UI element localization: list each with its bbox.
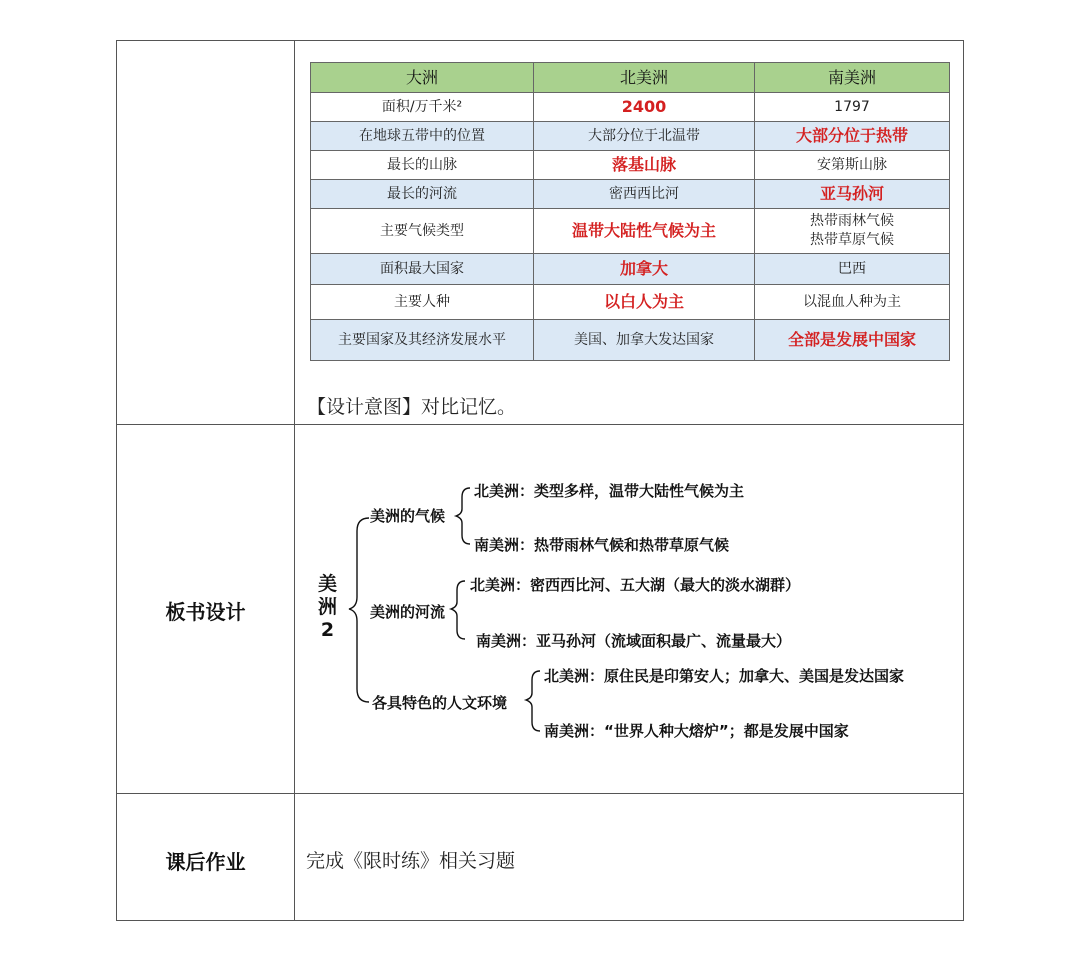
north-value: 2400 (533, 93, 754, 121)
lesson-plan-table (116, 40, 964, 921)
row-divider (117, 793, 963, 794)
row-label: 面积最大国家 (380, 260, 464, 277)
header-continent: 大洲 (405, 67, 438, 87)
table-row (311, 253, 949, 284)
header-north-america: 北美洲 (533, 63, 754, 92)
row-label: 最长的山脉 (387, 156, 457, 173)
branch-item: 北美洲：密西西比河、五大湖（最大的淡水湖群） (470, 576, 801, 594)
north-value: 密西西比河 (533, 180, 754, 208)
row-label: 最长的河流 (387, 185, 457, 202)
table-row (311, 179, 949, 208)
branch-item: 南美洲：“世界人种大熔炉”；都是发展中国家 (544, 722, 849, 740)
row-label: 面积/万千米² (381, 98, 463, 115)
north-value: 大部分位于北温带 (533, 122, 754, 150)
row-label: 在地球五带中的位置 (359, 127, 485, 144)
north-value: 落基山脉 (533, 151, 754, 179)
board-root-line: 2 (320, 619, 335, 641)
table-row (311, 121, 949, 150)
homework-content: 完成《限时练》相关习题 (306, 850, 516, 872)
column-divider (294, 41, 295, 920)
south-value: 巴西 (754, 254, 949, 284)
row-divider (117, 424, 963, 425)
table-row (311, 208, 949, 253)
south-value: 以混血人种为主 (754, 285, 949, 319)
branch-item: 南美洲：热带雨林气候和热带草原气候 (474, 536, 730, 554)
south-value (754, 209, 949, 253)
table-row (311, 284, 949, 319)
table-row (311, 92, 949, 121)
south-value-line: 热带雨林气候 (810, 213, 894, 230)
header-south-america: 南美洲 (754, 63, 949, 92)
design-note: 【设计意图】对比记忆。 (307, 396, 517, 418)
comparison-table (310, 62, 950, 361)
board-root-line: 美 (318, 573, 338, 595)
table-row (311, 150, 949, 179)
north-value: 温带大陆性气候为主 (533, 209, 754, 253)
south-value-line: 热带草原气候 (810, 232, 894, 248)
south-value: 大部分位于热带 (754, 122, 949, 150)
north-value: 美国、加拿大发达国家 (533, 320, 754, 360)
row-label: 主要国家及其经济发展水平 (338, 331, 506, 348)
south-value: 1797 (754, 93, 949, 121)
table-row (311, 319, 949, 360)
branch-climate: 美洲的气候 (370, 507, 446, 525)
branch-rivers: 美洲的河流 (370, 603, 446, 621)
south-value: 全部是发展中国家 (754, 320, 949, 360)
board-root-line: 洲 (318, 596, 338, 618)
comparison-header-row (311, 63, 949, 92)
homework-label: 课后作业 (165, 850, 246, 874)
south-value: 亚马孙河 (754, 180, 949, 208)
branch-human-environment: 各具特色的人文环境 (372, 694, 508, 712)
row-label: 主要人种 (394, 293, 450, 310)
south-value: 安第斯山脉 (754, 151, 949, 179)
branch-item: 北美洲：原住民是印第安人；加拿大、美国是发达国家 (544, 667, 905, 685)
branch-item: 南美洲：亚马孙河（流域面积最广、流量最大） (476, 632, 792, 650)
board-root-america-2 (318, 573, 337, 642)
board-design-label: 板书设计 (165, 600, 246, 624)
branch-item: 北美洲：类型多样，温带大陆性气候为主 (474, 482, 745, 500)
row-label: 主要气候类型 (380, 222, 464, 239)
north-value: 以白人为主 (533, 285, 754, 319)
north-value: 加拿大 (533, 254, 754, 284)
